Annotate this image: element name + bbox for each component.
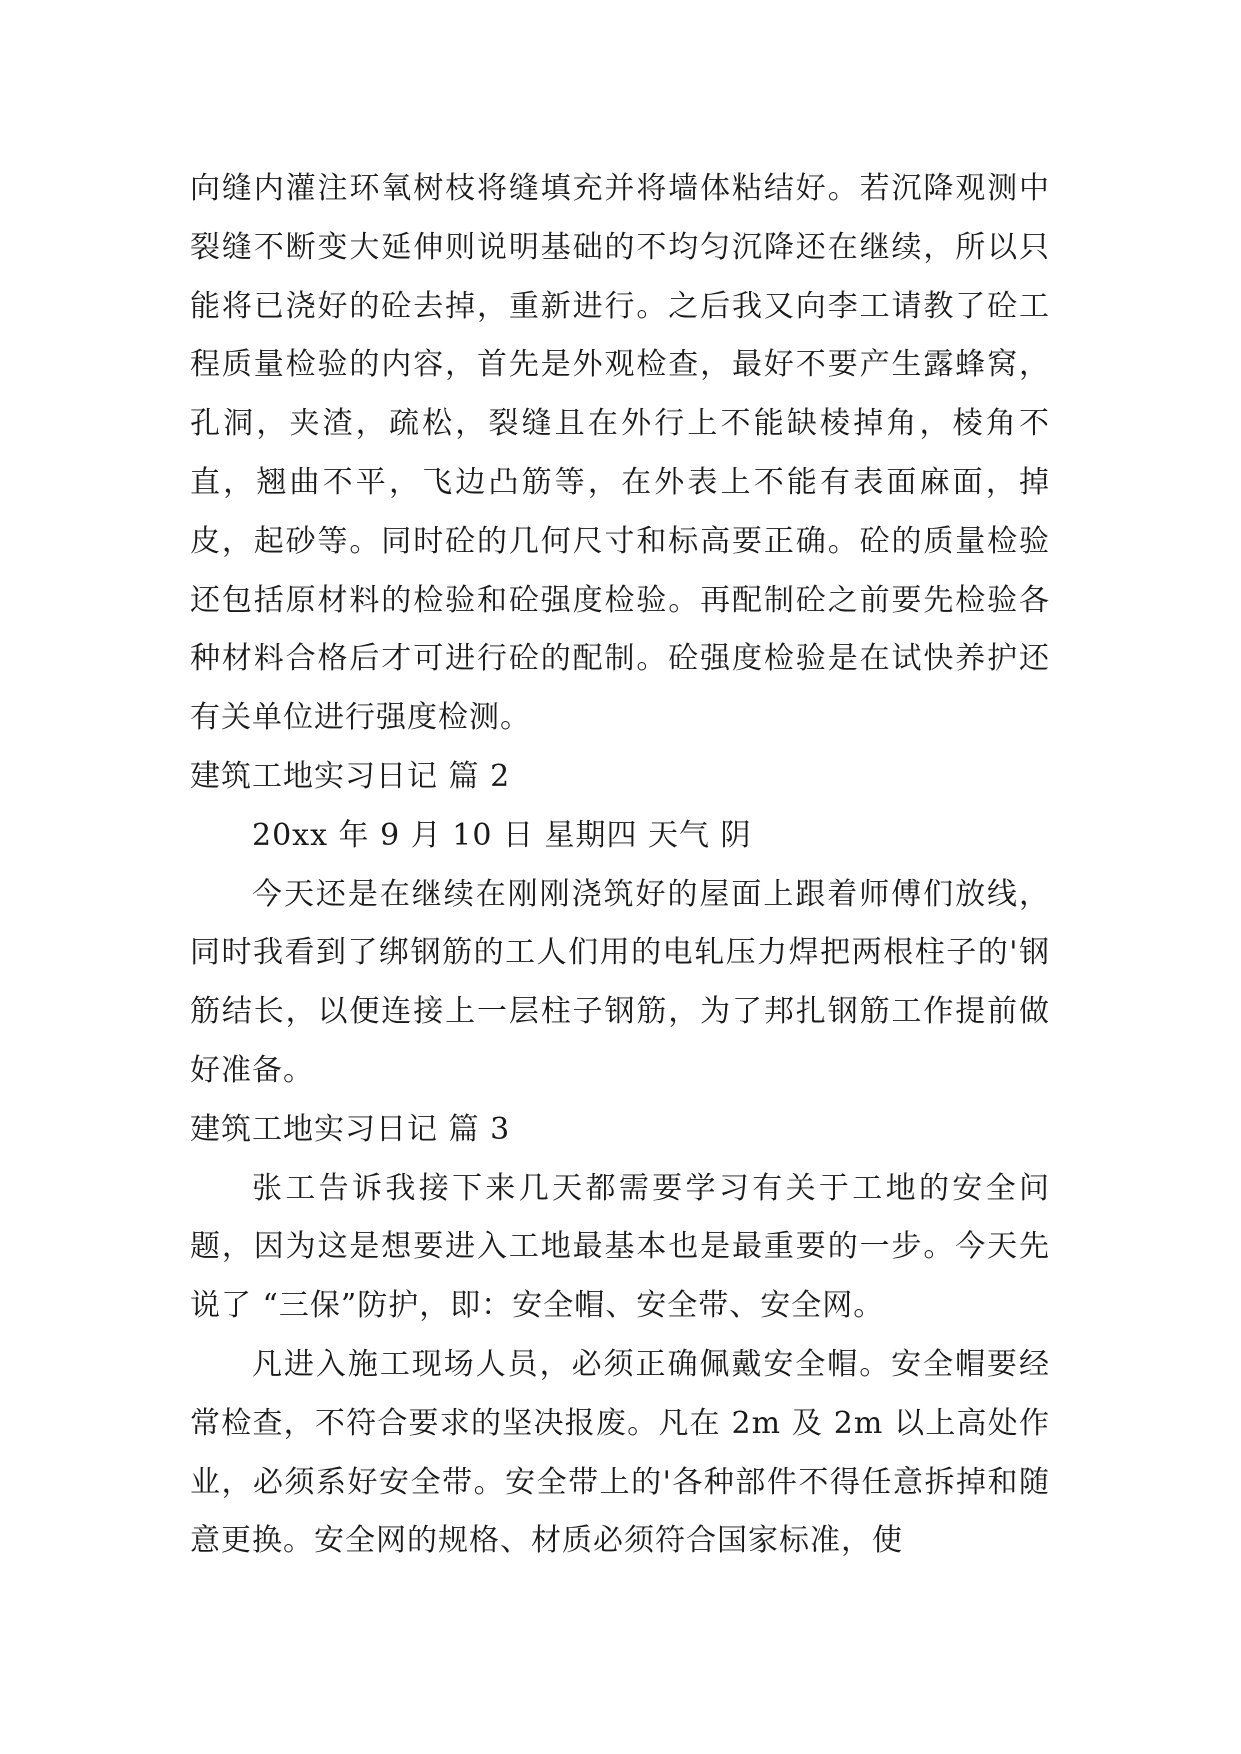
section-2-paragraph: 今天还是在继续在刚刚浇筑好的屋面上跟着师傅们放线，同时我看到了绑钢筋的工人们用的电轧压力焊把两根柱子的'钢筋结长，以便连接上一层柱子钢筋，为了邦扎钢筋工作提前做好准备。 — [190, 876, 1050, 1088]
section-3-heading: 建筑工地实习日记 篇 3 — [190, 1111, 511, 1147]
section-3-paragraph-1: 张工告诉我接下来几天都需要学习有关于工地的安全问题，因为这是想要进入工地最基本也是最重要的一步。今天先说了 “三保”防护，即：安全帽、安全带、安全网。 — [190, 1170, 1050, 1324]
continuation-paragraph: 向缝内灌注环氧树枝将缝填充并将墙体粘结好。若沉降观测中裂缝不断变大延伸则说明基础的不均匀沉降还在继续，所以只能将已浇好的砼去掉，重新进行。之后我又向李工请教了砼工程质量检验的内容，首先是外观检查，最好不要产生露蜂窝，孔洞，夹渣，疏松，裂缝且在外行上不能缺棱掉角，棱角不直，翘曲不平，飞边凸筋等，在外表上不能有表面麻面，掉皮，起砂等。同时砼的几何尺寸和标高要正确。砼的质量检验还包括原材料的检验和砼强度检验。再配制砼之前要先检验各种材料合格后才可进行砼的配制。砼强度检验是在试快养护还有关单位进行强度检测。 — [190, 171, 1050, 736]
section-2-date-line: 20xx 年 9 月 10 日 星期四 天气 阴 — [252, 817, 752, 853]
section-2-heading: 建筑工地实习日记 篇 2 — [190, 758, 511, 794]
section-3-paragraph-2: 凡进入施工现场人员，必须正确佩戴安全帽。安全帽要经常检查，不符合要求的坚决报废。凡在 2m 及 2m 以上高处作业，必须系好安全带。安全带上的'各种部件不得任意拆掉和随意更换。安全网的规格、材质必须符合国家标准，使 — [190, 1346, 1050, 1559]
document-body — [190, 160, 1050, 1571]
